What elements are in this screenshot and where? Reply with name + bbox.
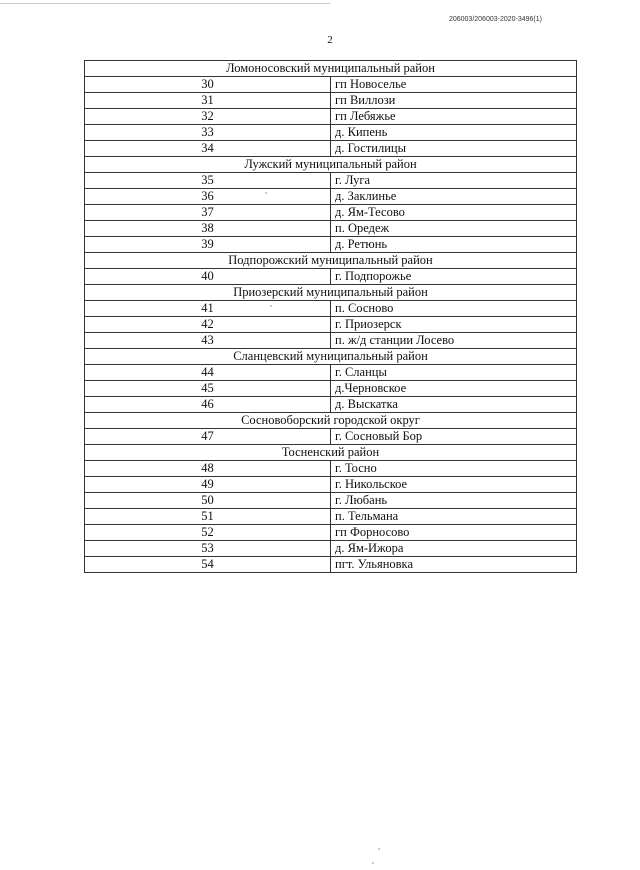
district-header: Ломоносовский муниципальный район [85,61,577,77]
settlement-name: д. Выскатка [331,397,577,413]
district-header-row [85,61,577,77]
district-header: Тосненский район [85,445,577,461]
row-number: 51 [85,509,331,525]
settlement-name: п. Оредеж [331,221,577,237]
row-number: 36 [85,189,331,205]
district-header: Сосновоборский городской округ [85,413,577,429]
settlement-name: г. Никольское [331,477,577,493]
row-number: 43 [85,333,331,349]
row-number: 52 [85,525,331,541]
table-row [85,557,577,573]
district-header-row [85,253,577,269]
row-number: 48 [85,461,331,477]
settlement-name: гп Форносово [331,525,577,541]
row-number: 46 [85,397,331,413]
scan-speck [378,848,380,850]
district-header-row [85,445,577,461]
row-number: 40 [85,269,331,285]
settlement-name: д. Ям-Ижора [331,541,577,557]
table-row [85,525,577,541]
row-number: 33 [85,125,331,141]
settlement-name: гп Новоселье [331,77,577,93]
settlement-name: д. Гостилицы [331,141,577,157]
table-row [85,493,577,509]
settlement-name: г. Сланцы [331,365,577,381]
table-row [85,221,577,237]
settlement-name: д. Кипень [331,125,577,141]
scan-speck [270,305,272,307]
district-header: Лужский муниципальный район [85,157,577,173]
table-row [85,269,577,285]
settlements-table [84,60,577,573]
document-id: 206003/206003-2020-3496(1) [448,16,542,23]
table-row [85,301,577,317]
table-row [85,509,577,525]
district-header: Подпорожский муниципальный район [85,253,577,269]
table-row [85,173,577,189]
settlement-name: гп Виллози [331,93,577,109]
district-header: Сланцевский муниципальный район [85,349,577,365]
row-number: 34 [85,141,331,157]
scan-speck [265,192,267,194]
district-header: Приозерский муниципальный район [85,285,577,301]
table-row [85,237,577,253]
settlement-name: д. Ям-Тесово [331,205,577,221]
row-number: 47 [85,429,331,445]
row-number: 54 [85,557,331,573]
table-row [85,317,577,333]
scan-speck [372,862,374,864]
settlement-name: г. Подпорожье [331,269,577,285]
row-number: 38 [85,221,331,237]
settlement-name: д. Заклинье [331,189,577,205]
table-row [85,429,577,445]
row-number: 53 [85,541,331,557]
row-number: 35 [85,173,331,189]
table-row [85,77,577,93]
table-row [85,365,577,381]
page-number: 2 [327,34,333,46]
table-row [85,93,577,109]
settlement-name: п. ж/д станции Лосево [331,333,577,349]
table-row [85,333,577,349]
row-number: 42 [85,317,331,333]
row-number: 37 [85,205,331,221]
table-row [85,397,577,413]
settlement-name: г. Любань [331,493,577,509]
row-number: 50 [85,493,331,509]
table-row [85,189,577,205]
table-row [85,109,577,125]
table-row [85,461,577,477]
settlement-name: пгт. Ульяновка [331,557,577,573]
row-number: 41 [85,301,331,317]
settlement-name: гп Лебяжье [331,109,577,125]
scan-edge-line [0,3,330,4]
table-row [85,205,577,221]
row-number: 49 [85,477,331,493]
district-header-row [85,285,577,301]
district-header-row [85,157,577,173]
row-number: 30 [85,77,331,93]
row-number: 45 [85,381,331,397]
settlement-name: п. Тельмана [331,509,577,525]
table-row [85,381,577,397]
table-row [85,141,577,157]
settlement-name: г. Сосновый Бор [331,429,577,445]
row-number: 32 [85,109,331,125]
settlements-table-body [85,61,577,573]
table-row [85,125,577,141]
table-row [85,541,577,557]
row-number: 39 [85,237,331,253]
settlement-name: г. Приозерск [331,317,577,333]
table-row [85,477,577,493]
settlement-name: д. Ретюнь [331,237,577,253]
settlement-name: г. Луга [331,173,577,189]
district-header-row [85,349,577,365]
district-header-row [85,413,577,429]
settlement-name: д.Черновское [331,381,577,397]
settlement-name: п. Сосново [331,301,577,317]
row-number: 44 [85,365,331,381]
settlement-name: г. Тосно [331,461,577,477]
row-number: 31 [85,93,331,109]
